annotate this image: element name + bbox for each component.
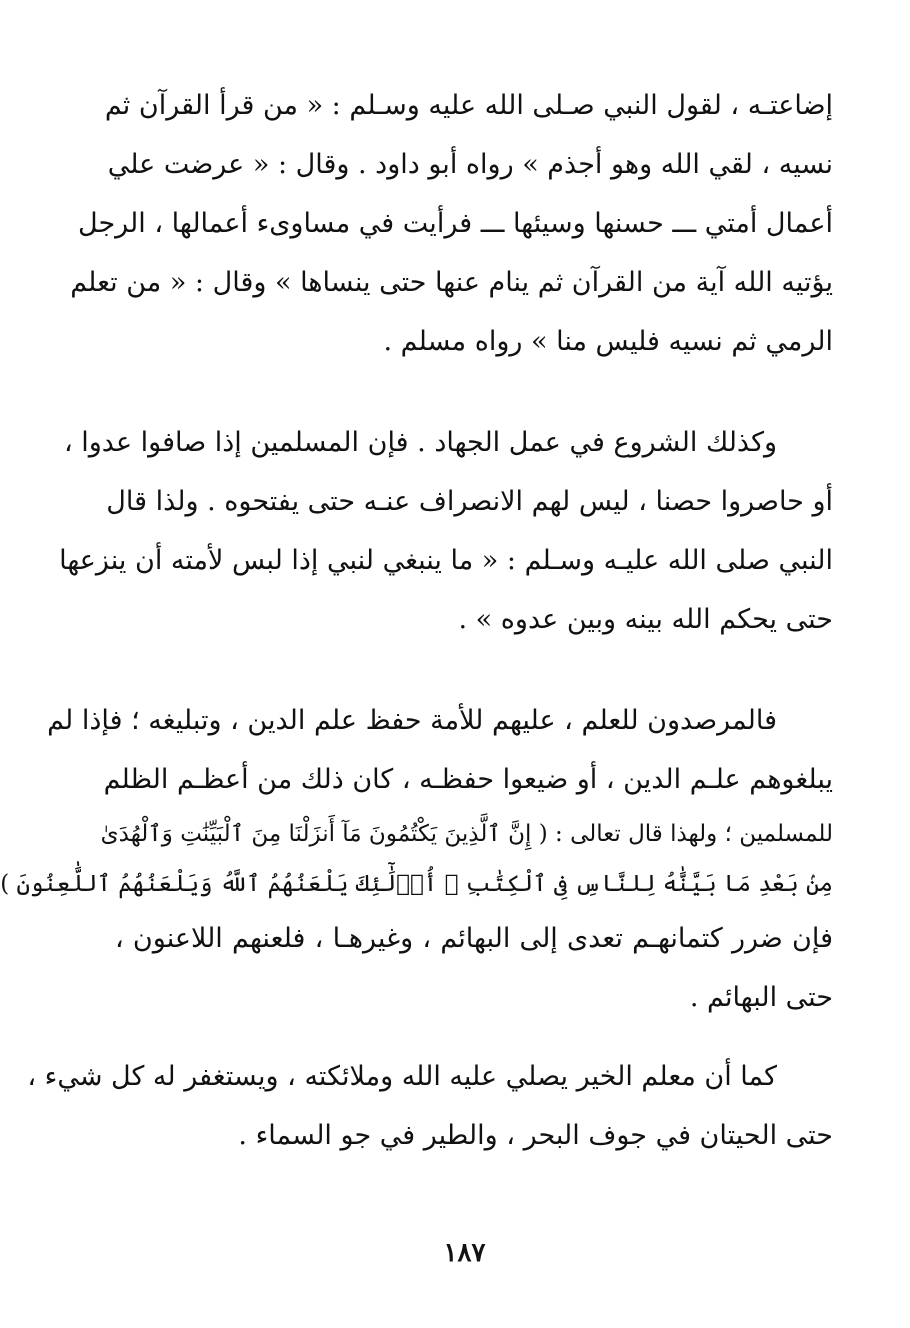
paragraph-1: [70, 76, 833, 371]
text-line: فالمرصدون للعلم ، عليهم للأمة حفظ علم الدين ، وتبليغه ؛ فإذا لم: [47, 705, 777, 736]
quran-verse-line: للمسلمين ؛ ولهذا قال تعالى : ( إِنَّ ٱلَّذِينَ يَكْتُمُونَ مَآ أَنزَلْنَا مِنَ ٱلْبَيِّنَٰتِ وَٱلْهُدَىٰ: [100, 821, 833, 847]
text-line: إضاعتـه ، لقول النبي صـلى الله عليه وسـلم : « من قرأ القرآن ثم: [104, 90, 833, 121]
paragraph-4: [27, 1047, 833, 1165]
paragraph-3: [0, 691, 833, 1027]
text-line: الرمي ثم نسيه فليس منا » رواه مسلم .: [383, 326, 833, 357]
text-line: كما أن معلم الخير يصلي عليه الله وملائكته ، ويستغفر له كل شيء ،: [27, 1061, 777, 1092]
text-line: أو حاصروا حصنا ، ليس لهم الانصراف عنـه حتى يفتحوه . ولذا قال: [106, 486, 833, 517]
page-number: ١٨٧: [443, 1238, 486, 1268]
text-line: النبي صلى الله عليـه وسـلم : « ما ينبغي لنبي إذا لبس لأمته أن ينزعها: [59, 545, 833, 576]
text-line: نسيه ، لقي الله وهو أجذم » رواه أبو داود . وقال : « عرضت علي: [107, 149, 833, 180]
text-line: وكذلك الشروع في عمل الجهاد . فإن المسلمين إذا صافوا عدوا ،: [63, 427, 777, 458]
text-line: يبلغوهم علـم الدين ، أو ضيعوا حفظـه ، كان ذلك من أعظـم الظلم: [103, 764, 833, 795]
paragraph-2: [59, 413, 833, 649]
paragraph-gap: [115, 649, 833, 691]
paragraph-gap: [115, 371, 833, 413]
paragraph-gap: [115, 1027, 833, 1047]
text-line: أعمال أمتي ـــ حسنها وسيئها ـــ فرأيت في مساوىء أعمالها ، الرجل: [78, 208, 833, 239]
quran-verse-line: مِنۢ بَعْدِ مَا بَيَّنَّٰهُ لِلنَّاسِ فِى ٱلْكِتَٰبِ ۙ أُو۟لَٰٓئِكَ يَلْعَنُهُمُ ٱللَّهُ وَيَلْعَنُهُمُ ٱللَّٰعِنُونَ ): [0, 871, 833, 897]
text-line: حتى الحيتان في جوف البحر ، والطير في جو السماء .: [238, 1120, 833, 1151]
text-line: حتى البهائم .: [689, 982, 833, 1013]
page-body: [0, 76, 833, 1165]
text-line: فإن ضرر كتمانهـم تعدى إلى البهائم ، وغيرهـا ، فلعنهم اللاعنون ،: [115, 923, 833, 954]
text-line: حتى يحكم الله بينه وبين عدوه » .: [458, 604, 833, 635]
text-line: يؤتيه الله آية من القرآن ثم ينام عنها حتى ينساها » وقال : « من تعلم: [70, 267, 833, 298]
